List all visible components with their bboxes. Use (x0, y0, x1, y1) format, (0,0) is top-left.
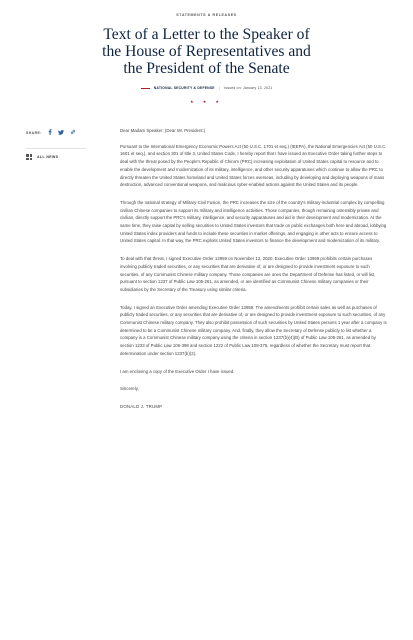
eyebrow-category[interactable]: STATEMENTS & RELEASES (176, 13, 237, 17)
letter-paragraph: To deal with that threat, I signed Executive Order 13959 on November 12, 2020. Executive Order 13959 prohibits certain purchases involving publicly traded securities, or any securities that are derivative of, or are designed to provide investment exposure to such securities, of any Communist Chinese military company. Those companies are ones the Department of Defense has listed, or will list, pursuant to section 1237 of Public Law 105-261, as amended, or are identified as Communist Chinese military companies or their subsidiaries by the Secretary of the Treasury using similar criteria. (120, 256, 376, 292)
page-title (20, 26, 393, 77)
grid-icon (26, 154, 32, 160)
letter-salutation: Dear Madam Speaker: (Dear Mr. President:) (120, 128, 206, 133)
issued-date: Issued on: January 13, 2021 (224, 86, 273, 90)
share-label: SHARE: (26, 131, 42, 135)
letter-paragraph: I am enclosing a copy of the Executive Order I have issued. (120, 368, 235, 374)
letter-paragraph: Today, I signed an Executive Order amending Executive Order 13959. The amendments prohibit certain sales as well as purchases of publicly traded securities, or any securities that are derivative of, or are designed to provide investment exposure to such securities, of any Communist Chinese military company. They also prohibit possession of such securities by United States persons 1 year after a company is determined to be a Communist Chinese military company. And, finally, they allow the Secretary of Defense publicly to list whether a company is a Communist Chinese military company using the criteria in section 1237(b)(4)(B) of Public Law 105-261, as amended by section 1233 of Public Law 106-398 and section 1222 of Public Law 108-375, regardless of whether the Secretary must report that determination under section 1237(b)(2). (120, 304, 387, 356)
letter-paragraph: Pursuant to the International Emergency Economic Powers Act (50 U.S.C. 1701 et seq.) (IEEPA), the National Emergencies Act (50 U.S.C. 1601 et seq.), and section 301 of title 3, United States Code, I hereby report that I have issued an Executive Order taking further steps to deal with the threat posed by the People's Republic of China's (PRC) increasing exploitation of United States capital to resource and to enable the development and modernization of its military, intelligence, and other security apparatuses which continue to allow the PRC to directly threaten the United States homeland and United States forces overseas, including by developing and deploying weapons of mass destruction, advanced conventional weapons, and malicious cyber-enabled actions against the United States and its people. (120, 143, 387, 188)
all-news-link[interactable] (26, 154, 58, 160)
meta-rule (141, 88, 150, 89)
title-line: Text of a Letter to the Speaker of (103, 26, 310, 43)
link-icon[interactable] (70, 129, 76, 137)
star-divider: ★ ★ ★ (190, 99, 223, 104)
post-meta (0, 86, 413, 90)
title-line: the House of Representatives and (102, 43, 311, 60)
category-link[interactable]: NATIONAL SECURITY & DEFENSE (153, 86, 215, 90)
all-news-label: ALL NEWS (37, 155, 59, 159)
twitter-icon[interactable] (58, 130, 64, 137)
letter-body (120, 127, 390, 421)
letter-closing: Sincerely, (120, 386, 139, 392)
title-line: the President of the Senate (123, 60, 290, 77)
facebook-icon[interactable] (48, 129, 52, 137)
sidebar-divider (26, 148, 86, 149)
letter-paragraph: Through the national strategy of Military-Civil Fusion, the PRC increases the size of the country's military-industrial complex by compelling civilian Chinese companies to support its military and intelligence activities. Those companies, though remaining ostensibly private and civilian, directly support the PRC's military, intelligence, and security apparatuses and aid in their development and modernization. At the same time, they raise capital by selling securities to United States investors that trade on public exchanges both here and abroad, lobbying United States index providers and funds to include these securities in market offerings, and engaging in other acts to ensure access to United States capital. In that way, the PRC exploits United States investors to finance the development and modernization of its military. (120, 199, 387, 244)
share-bar (26, 129, 76, 137)
meta-separator: | (218, 86, 221, 90)
letter-signature: DONALD J. TRUMP (120, 403, 163, 409)
